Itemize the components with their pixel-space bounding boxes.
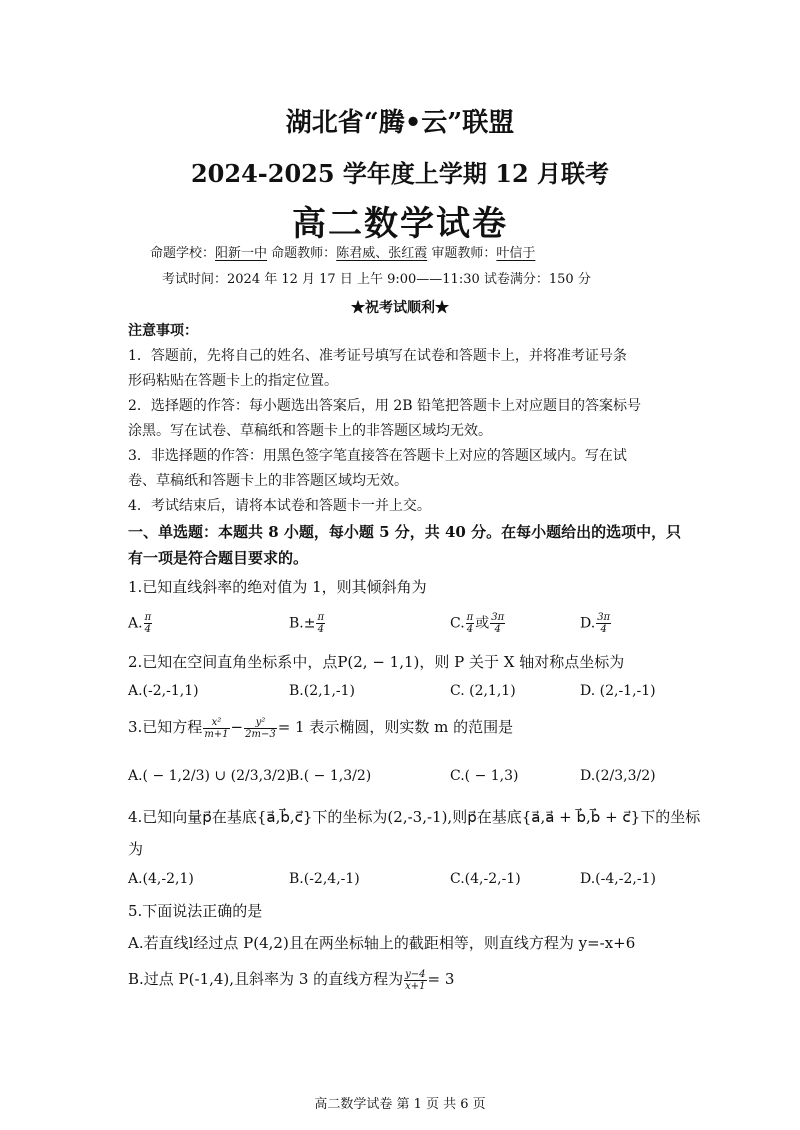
title-alliance: 湖北省“腾•云”联盟 xyxy=(285,108,515,138)
question-1-option-b: B.± $\frac{\pi}{4}$ xyxy=(289,612,325,635)
notice-heading: 注意事项： xyxy=(128,323,198,339)
question-3-stem: 3.已知方程 $\frac{\text{x²}}{m+1}$ − $\frac{\text{y²}}{2m-3}$ = 1 表示椭圆，则实数 m 的范围是 xyxy=(128,716,514,740)
question-2-option-c: C. (2,1,1) xyxy=(450,683,516,699)
exam-time-line: 考试时间：2024 年 12 月 17 日 上午 9:00——11:30 试卷满分：150 分 xyxy=(162,272,591,287)
notice-line-5: 3．非选择题的作答：用黑色签字笔直接答在答题卡上对应的答题区域内。写在试 xyxy=(128,448,627,464)
question-1-option-d: D. $\frac{3\pi}{4}$ xyxy=(580,612,611,635)
question-4-option-b: B.(-2,4,-1) xyxy=(289,871,360,887)
question-4-option-a: A.(4,-2,1) xyxy=(128,871,194,887)
question-4-option-d: D.(-4,-2,-1) xyxy=(580,871,656,887)
question-2-option-b: B.(2,1,-1) xyxy=(289,683,356,699)
school-name: 阳新一中 xyxy=(215,246,268,261)
question-1-stem: 1.已知直线斜率的绝对值为 1，则其倾斜角为 xyxy=(128,578,427,596)
section-heading-line-1: 一、单选题：本题共 8 小题，每小题 5 分，共 40 分。在每小题给出的选项中，只 xyxy=(128,523,682,541)
question-3-option-b: B.( − 1,3/2) xyxy=(289,768,372,784)
section-heading-line-2: 有一项是符合题目要求的。 xyxy=(128,549,309,567)
question-5-stem: 5.下面说法正确的是 xyxy=(128,902,263,920)
author-names: 陈君威、张红霞 xyxy=(336,246,428,261)
title-paper: 高二数学试卷 xyxy=(292,204,508,244)
meta-authors-line xyxy=(150,242,535,261)
author-label: 命题教师： xyxy=(271,246,337,261)
title-exam-term: 2024-2025 学年度上学期 12 月联考 xyxy=(190,159,610,188)
question-4-stem: 4.已知向量p⃗在基底{a⃗,b⃗,c⃗}下的坐标为(2,-3,-1),则p⃗在基底{a⃗,a⃗ + b⃗,b⃗ + c⃗}下的坐标 xyxy=(128,808,701,826)
page-footer: 高二数学试卷 第 1 页 共 6 页 xyxy=(314,1097,486,1112)
question-2-option-a: A.(-2,-1,1) xyxy=(128,683,199,699)
question-5-option-a: A.若直线l经过点 P(4,2)且在两坐标轴上的截距相等，则直线方程为 y=-x+6 xyxy=(128,934,636,952)
question-4-option-c: C.(4,-2,-1) xyxy=(450,871,521,887)
question-2-option-d: D. (2,-1,-1) xyxy=(580,683,656,699)
question-5-option-b: B.过点 P(-1,4),且斜率为 3 的直线方程为 $\frac{y-4}{x+1}$ = 3 xyxy=(128,968,455,992)
question-3-option-a: A.( − 1,2/3) ∪ (2/3,3/2) xyxy=(128,768,292,784)
notice-line-4: 涂黑。写在试卷、草稿纸和答题卡上的非答题区域均无效。 xyxy=(128,423,492,439)
notice-line-2: 形码粘贴在答题卡上的指定位置。 xyxy=(128,373,338,389)
reviewer-name: 叶信于 xyxy=(496,246,536,261)
question-3-option-c: C.( − 1,3) xyxy=(450,768,519,784)
question-1-option-a: A. $\frac{\pi}{4}$ xyxy=(128,612,152,635)
notice-line-3: 2．选择题的作答：每小题选出答案后，用 2B 铅笔把答题卡上对应题目的答案标号 xyxy=(128,398,642,414)
question-2-stem: 2.已知在空间直角坐标系中，点P(2, − 1,1)，则 P 关于 X 轴对称点坐标为 xyxy=(128,653,625,671)
question-1-option-c: C. $\frac{\pi}{4}$ 或 $\frac{3\pi}{4}$ xyxy=(450,612,505,635)
reviewer-label: 审题教师： xyxy=(431,246,497,261)
blessing: ★祝考试顺利★ xyxy=(351,300,449,316)
question-3-option-d: D.(2/3,3/2) xyxy=(580,768,656,784)
school-label: 命题学校： xyxy=(150,246,216,261)
notice-line-1: 1．答题前，先将自己的姓名、准考证号填写在试卷和答题卡上，并将准考证号条 xyxy=(128,348,627,364)
notice-line-6: 卷、草稿纸和答题卡上的非答题区域均无效。 xyxy=(128,473,408,489)
notice-line-7: 4．考试结束后，请将本试卷和答题卡一并上交。 xyxy=(128,498,431,514)
question-4-stem-cont: 为 xyxy=(128,840,144,858)
